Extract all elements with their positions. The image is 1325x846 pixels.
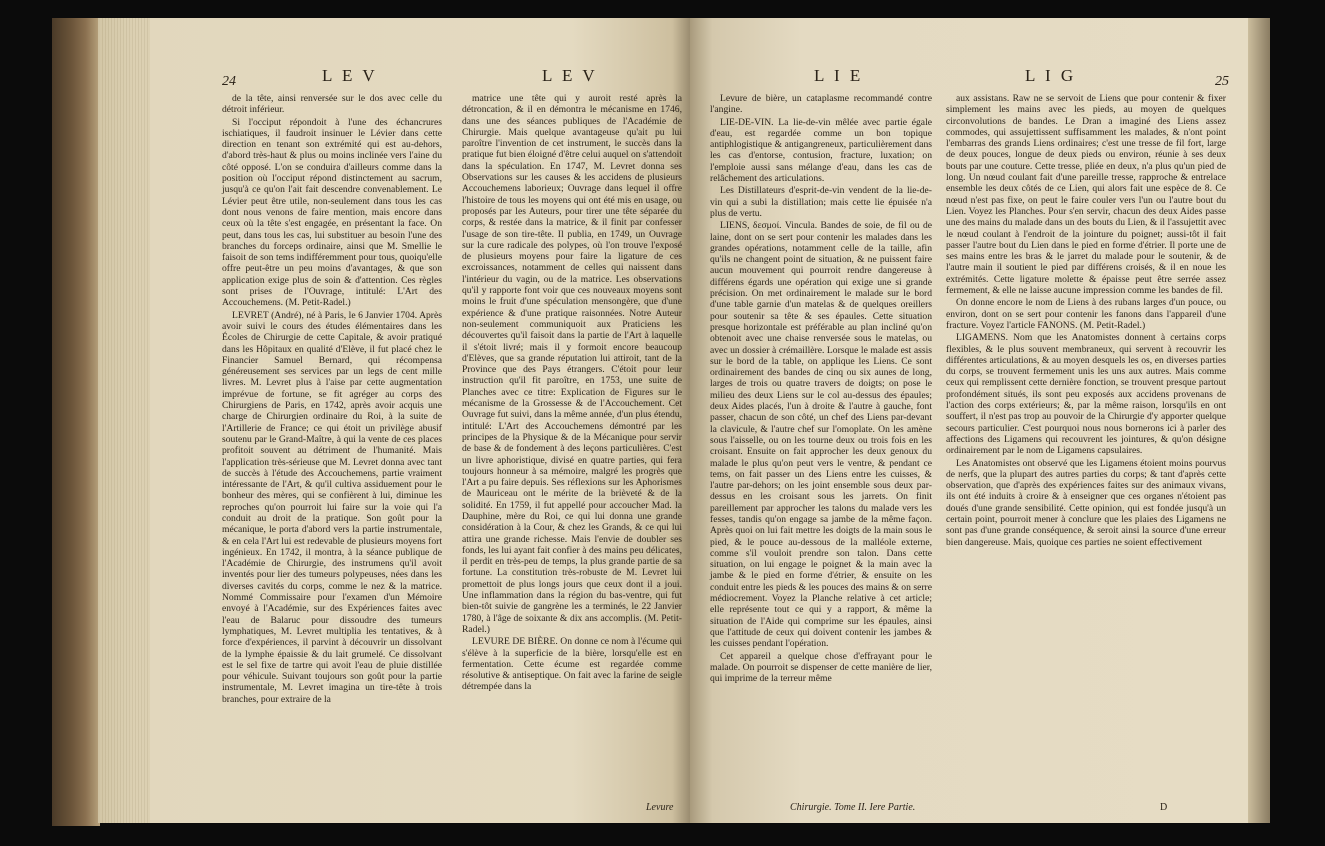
paragraph: Levure de bière, un cataplasme recommandé contre l'angine. [710,93,932,116]
left-column-1 [222,93,442,803]
paragraph: LEVRET (André), né à Paris, le 6 Janvier 1704. Après avoir suivi le cours des études élémentaires dans les Écoles de Chirurgie de cette Capitale, & avoir pratiqué dans les Hôpitaux en qualité d'Elève, il fut placé chez le Financier Samuel Bernard, qui récompensa généreusement ses services par un legs de cent mille livres. M. Levret plus à l'aise par cette augmentation imprévue de fortune, se fit agréger au corps des Chirurgiens de Paris, en 1742, après avoir acquis une charge de Chirurgien ordinaire du Roi, à la suite de l'Artillerie de France; ce qui étoit un privilège abusif soutenu par le Grand-Maître, à qui la vente de ces places profitoit souvent au détriment de l'humanité. Mais l'application très-sérieuse que M. Levret donna avec tant de succès à l'étude des Accouchemens, partie vraiment intéressante de l'Art, & qu'il cultiva assiduement pour le bonheur des mères, qui se confièrent à lui, diminue les reproches qu'on pourroit lui faire sur la voie qui l'a conduit au droit de la pratique. Son goût pour la mécanique, le porta d'abord vers la partie instrumentale, & en cela l'Art lui est redevable de plusieurs moyens fort ingénieux. En 1742, il montra, à la séance publique de l'Académie de Chirurgie, des instrumens qu'il avoit inventés pour lier des tumeurs polypeuses, nées dans les diverses cavités du corps, comme le nez & la matrice. Nommé Commissaire pour l'examen d'un Mémoire envoyé à l'Académie, sur des Expériences faites avec l'eau de Balaruc pour dissoudre des tumeurs lymphatiques, M. Levret multiplia les tentatives, & à force d'expériences, il parvint à découvrir un dissolvant de la lymphe épaissie & du lait grumelé. Ce dissolvant est le sel fixe de tartre qui avoit l'eau de pluie distillée pour véhicule. Suivant toujours son goût pour la partie instrumentale, M. Levret imagina un tire-tête à trois branches, pour extraire de la [222,309,442,705]
paragraph: LIENS, δεσμοί. Vincula. Bandes de soie, de fil ou de laine, dont on se sert pour contenir les malades dans les grandes opérations, notamment celle de la taille, afin qu'ils ne changent point de situation, & ne puissent faire aucun mouvement qui pourroit rendre dangereuse à différens égards une opération qui exige une si grande précision. On met ordinairement le malade sur le bord d'une table garnie d'un matelas & de quelques oreillers pour soutenir sa tête & ses épaules. Cette situation presque horizontale est préférable au plan incliné qu'on obtenoit avec une chaise renversée sous le matelas, ou avec un dossier à crémaillère. Lorsque le malade est assis sur le bord de la table, on applique les Liens. Ce sont ordinairement des bandes de cinq ou six aunes de long, larges de trois ou quatre travers de doigts; on pose le milieu des deux Liens sur le col au-dessus des épaules; deux Aides placés, l'un à droite & l'autre à gauche, font passer, chacun de son côté, un chef des Liens par-devant la clavicule, & l'autre chef sur l'omoplate. On les amène sous l'aisselle, ou on les tourne deux ou trois fois en les croisant. Ensuite on fait approcher les deux genoux du malade le plus qu'on peut vers le ventre, & pendant ce tems, on fait passer un des Liens entre les cuisses, & l'autre par-dehors; on les joint ensemble sous deux par-dessus en les croisant sous les jarrets. On finit pareillement par approcher les talons du malade vers les fesses, tandis qu'on engage sa jambe de la même façon. Après quoi on lui fait mettre les doigts de la main sous le pied, & le pouce au-dessous de la malléole externe, comme s'il vouloit prendre son talon. Dans cette situation, on lui engage le poignet & la main avec la jambe & le pied en forme d'étrier, & ensuite on les conduit entre les pieds & les pouces des mains & on serre médiocrement. Voyez la Planche relative à cet article; elle représente tout ce qui y a rapport, & même la situation de l'Aide qui comprime sur les épaules, ainsi que l'attitude de ceux qui doivent contenir les jambes & les cuisses pendant l'opération. [710,220,932,650]
left-header-2: L E V [542,66,598,85]
right-column-1 [710,93,932,793]
right-header-2: L I G [1025,66,1077,85]
left-header-1: L E V [322,66,378,85]
paragraph: LIGAMENS. Nom que les Anatomistes donnent à certains corps flexibles, & le plus souvent membraneux, qui servent à recouvrir les différentes articulations, & au moyen desquels les os, en diverses parties du corps, se trouvent fermement unis les uns aux autres. Mais comme ceux qui remplissent cette dernière fonction, se trouvent presque partout profondément situés, ils sont peu exposés aux accidens provenans de l'action des corps extérieurs; &, par la même raison, lorsqu'ils en ont souffert, il n'est pas trop au pouvoir de la Chirurgie d'y apporter quelque secours particulier. C'est pourquoi nous nous bornerons ici à parler des affections des Ligamens qui recouvrent les jointures, & qu'on désigne ordinairement par le nom de Ligamens capsulaires. [946,332,1226,457]
page-edges [100,18,150,823]
paragraph: LEVURE DE BIÈRE. On donne ce nom à l'écume qui s'élève à la superficie de la bière, lorsqu'elle est en fermentation. Cette écume est regardée comme résolutive & antiseptique. On fait avec la farine de seigle détrempée dans la [462,636,682,693]
paragraph: LIE-DE-VIN. La lie-de-vin mêlée avec partie égale d'eau, est regardée comme un bon topique antiphlogistique & antigangreneux, particulièrement dans les cas d'entorse, contusion, fracture, luxation; on l'emploie aussi sans mélange d'eau, dans les cas de relâchement des articulations. [710,116,932,185]
catchword: Levure [646,802,674,813]
right-page [690,18,1248,823]
left-column-2 [462,93,682,793]
right-page-edge [1248,18,1270,823]
page-footer: Chirurgie. Tome II. Iere Partie. [790,802,916,813]
paragraph: Les Anatomistes ont observé que les Ligamens étoient moins pourvus de nerfs, que la plupart des autres parties du corps; & tant d'après cette observation, que d'après des expériences faites sur des animaux vivans, ils ont été induits à croire & à enseigner que ces organes n'étoient pas doués d'une grande sensibilité. Cette opinion, qui est fondée jusqu'à un certain point, pourroit mener à conclure que les plaies des Ligamens ne sont pas d'une grande conséquence, & seroit ainsi la source d'une erreur bien dangereuse. Mais, quoique ces parties ne soient effectivement [946,457,1226,548]
left-page [98,18,690,823]
signature-mark: D [1160,802,1168,813]
left-page-number: 24 [222,74,236,89]
paragraph: Si l'occiput répondoit à l'une des échancrures ischiatiques, il faudroit insinuer le Lévier dans cette direction en tenant son extrémité qui est au-dehors, d'abord très-haut & plus ou moins inclinée vers l'aine du côté opposé. L'on se conduira d'ailleurs comme dans la position où l'occiput répond distinctement au sacrum, jusqu'à ce qu'on l'ait fait descendre convenablement. Le Lévier peut être utile, non-seulement dans tous les cas dont nous venons de faire mention, mais encore dans ceux où la tête s'est engagée, en présentant la face. On peut, dans tous les cas, lui substituer au besoin l'une des branches du forceps ordinaire, ainsi que M. Smellie le faisoit de son tems indifféremment pour tous, quoiqu'elle offre peut-être un peu moins d'avantages, & que son application exige plus de soin & d'attention. Ces règles sont prises de l'Ouvrage, intitulé: L'Art des Accouchemens. (M. Petit-Radel.) [222,116,442,309]
paragraph: Cet appareil a quelque chose d'effrayant pour le malade. On pourroit se dispenser de cette manière de lier, qui imprime de la terreur même [710,650,932,685]
right-page-number: 25 [1215,74,1229,89]
paragraph: matrice une tête qui y auroit resté après la détroncation, & il en démontra le mécanisme en 1746, dans une des séances publiques de l'Académie de Chirurgie. Mais quelque avantageuse qu'ait pu lui paroître l'invention de cet instrument, le succès dans la pratique fut bien éloigné d'être celui auquel on s'attendoit dans la spéculation. En 1747, M. Levret donna ses Observations sur les causes & les accidens de plusieurs Accouchemens laborieux; Ouvrage dans lequel il offre l'histoire de tous les moyens qui ont été mis en usage, ou proposés par les Auteurs, pour tirer une tête séparée du corps, & restée dans la matrice, & il finit par confesser l'usage de son tire-tête. Il publia, en 1749, un Ouvrage sur la cure radicale des polypes, où l'on trouve l'exposé de plusieurs moyens pour faire la ligature de ces excroissances, notamment de celles qui naissent dans l'intérieur du vagin, ou de la matrice. Les observations qu'il y rapporte font voir que ces nouveaux moyens sont moins le fruit d'une spéculation mensongère, que d'une expérience & d'une pratique raisonnées. Notre Auteur non-seulement communiquoit aux Praticiens les découvertes qu'il faisoit dans la partie de l'Art à laquelle il s'étoit livré; mais il y formoit encore beaucoup d'Elèves, que sa grande réputation lui attiroit, tant de la Province que des Pays étrangers. C'étoit pour leur instruction qu'il fit paroître, en 1753, une suite de Planches avec ce titre: Explication de Figures sur le mécanisme de la Grossesse & de l'Accouchement. Cet Ouvrage fut suivi, dans la même année, d'un plus étendu, intitulé: L'Art des Accouchemens démontré par les principes de la Physique & de la Mécanique pour servir de base & de fondement à des leçons particulières. C'est un livre aphoristique, divisé en quatre parties, qui fera toujours honneur à sa mémoire, malgré les progrès que l'Art a pu faire depuis. Ses réflexions sur les Aphorismes de Mauriceau ont le mérite de la brièveté & de la solidité. En 1759, il fut appellé pour accoucher Mad. la Dauphine, mère du Roi, ce qui lui donna une grande considération à la Cour, & chez les Grands, & ce qui lui attira une grande richesse. Mais l'envie de doubler ses fonds, les lui ayant fait confier à des mains peu délicates, il perdit en très-peu de temps, la plus grande partie de sa fortune. La constitution très-robuste de M. Levret lui promettoit de plus longs jours que ceux dont il a joui. Une inflammation dans la région du bas-ventre, qui fut bien-tôt suivie de gangrène les a terminés, le 22 Janvier 1780, à l'âge de soixante & dix ans accomplis. (M. Petit-Radel.) [462,93,682,635]
right-header-1: L I E [814,66,864,85]
paragraph: de la tête, ainsi renversée sur le dos avec celle du détroit inférieur. [222,93,442,116]
paragraph: aux assistans. Raw ne se servoit de Liens que pour contenir & fixer simplement les mains avec les pieds, au moyen de quelques circonvolutions de bandes. Le Dran a imaginé des Liens assez commodes, qui assujettissent suffisamment les malades, & n'ont point l'embarras des grands Liens ordinaires; c'est une tresse de fil fort, large de deux pouces, longue de deux pieds ou environ, réunie à ses deux bouts par une couture. Cette tresse, pliée en deux, n'a plus qu'un pied de long. Un nœud coulant fait d'une pareille tresse, rapproche & entrelace ensemble les deux côtés de ce Lien, qui alors fait une espèce de 8. Ce nœud n'est pas fixe, on peut le faire couler vers l'un ou l'autre bout du Lien. Voyez les Planches. Pour s'en servir, chacun des deux Aides passe une des mains du malade dans un des bouts du Lien, & il l'assujettit avec le nœud coulant à l'endroit de la jointure du poignet; aussi-tôt il fait passer l'autre bout du Lien dans le pied en forme d'étrier. Il porte une de ses mains entre les bras & le jarret du malade pour le soutenir, & de l'autre main il soutient le pied par différens croisés, & il en noue les extrémités. Cette ligature molette & épaisse peut être serrée assez fermement, & elle ne laisse aucune impression comme les bandes de fil. [946,93,1226,297]
paragraph: Les Distillateurs d'esprit-de-vin vendent de la lie-de-vin qui a subi la distillation; mais cette lie épuisée n'a plus de vertu. [710,185,932,219]
book-cover-edge [52,18,100,826]
right-column-2 [946,93,1226,793]
paragraph: On donne encore le nom de Liens à des rubans larges d'un pouce, ou environ, dont on se sert pour contenir les fanons dans l'appareil d'une fracture. Voyez l'article FANONS. (M. Petit-Radel.) [946,297,1226,331]
